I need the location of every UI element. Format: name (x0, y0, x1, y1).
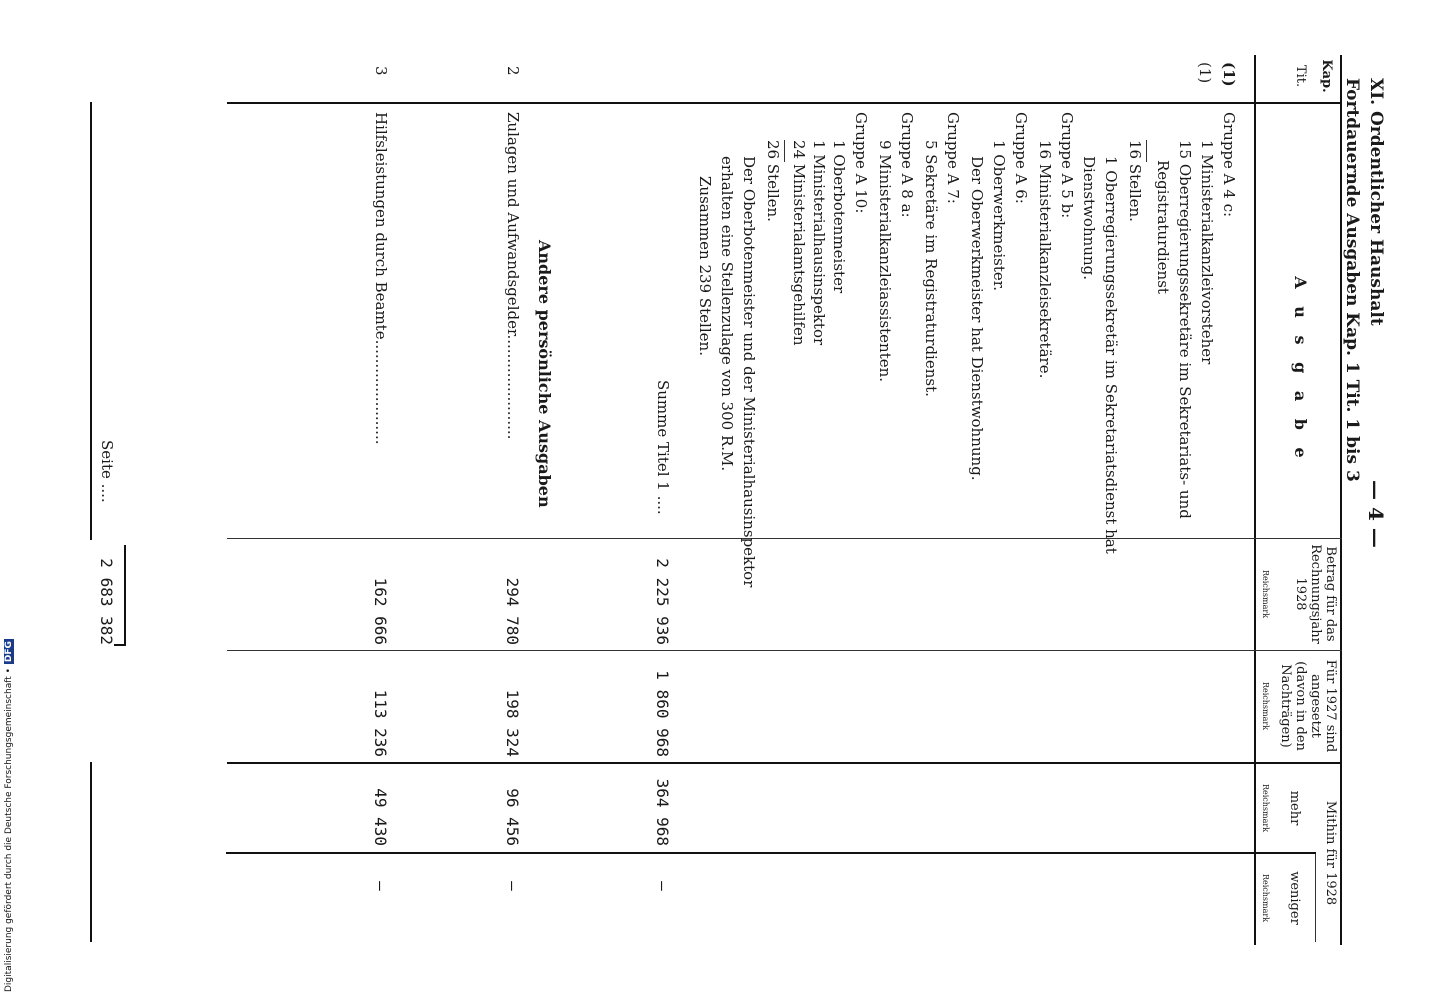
title1-line-9: Gruppe A 6: (1012, 112, 1030, 204)
title1-line-15: 9 Ministerialkanzleiassistenten. (876, 140, 894, 383)
col-angesetzt: Für 1927 sind angesetzt (davon in den Nachträgen) (1278, 659, 1338, 753)
col-tit: Tit. (1293, 64, 1308, 88)
row-1-text: Zulagen und Aufwandsgelder...................... (504, 112, 522, 440)
row-0-weniger: — (653, 881, 672, 891)
title1-line-5: 1 Oberregierungssekretär im Sekretariatsdienst hat (1102, 156, 1120, 554)
betrag-column-divider (227, 538, 1342, 539)
row-2-betrag: 162 666 (371, 577, 390, 645)
row-2-weniger: — (371, 881, 390, 891)
row-0-angesetzt: 1 860 968 (653, 670, 672, 757)
seite-total-rule (124, 545, 126, 645)
mithin-sub-rule (1315, 852, 1316, 942)
col-kap: Kap. (1319, 59, 1334, 93)
title1-line-12: Gruppe A 7: (944, 112, 962, 204)
weniger-column-divider (226, 852, 1316, 854)
dfg-logo: DFG (4, 641, 14, 663)
title1-line-19: 24 Ministerialamtsgehilfen (790, 140, 808, 346)
subtotal-rule-2 (784, 140, 785, 162)
kap-column-divider (227, 102, 1342, 104)
col-betrag: Betrag für das Rechnungsjahr 1928 (1293, 544, 1338, 644)
title1-line-20: 26 Stellen. (764, 140, 782, 222)
title1-line-17: 1 Oberbotenmeister (830, 140, 848, 294)
row-2-mehr: 49 430 (371, 788, 390, 846)
seite-label: Seite .... (98, 440, 116, 503)
document-title: XI. Ordentlicher Haushalt (1366, 78, 1386, 326)
col-weniger: weniger (1287, 871, 1302, 925)
title1-line-13: 5 Sekretäre im Registraturdienst. (922, 140, 940, 397)
row-2-tit: 3 (372, 66, 390, 76)
title1-line-10: 1 Oberwerkmeister. (990, 140, 1008, 292)
title1-line-21: Der Oberbotenmeister und der Ministerialhausinspektor (740, 156, 758, 588)
header-top-rule (1340, 55, 1342, 945)
title1-line-16: Gruppe A 10: (852, 112, 870, 214)
col-mithin: Mithin für 1928 (1323, 800, 1338, 906)
document-subtitle: Fortdauernde Ausgaben Kap. 1 Tit. 1 bis 3 (1342, 78, 1362, 482)
row-1-mehr: 96 456 (503, 788, 522, 846)
section-heading: Andere persönliche Ausgaben (535, 240, 554, 508)
title1-line-6: Dienstwohnung. (1080, 156, 1098, 280)
col-mehr-unit: Reichsmark (1261, 783, 1270, 833)
subtotal-rule-1 (1146, 140, 1147, 162)
title1-line-1: 1 Ministerialkanzleivorsteher (1198, 140, 1216, 365)
title1-line-18: 1 Ministerialhausinspektor (810, 140, 828, 346)
title1-line-2: 15 Oberregierungssekretäre im Sekretariats- und (1176, 140, 1194, 519)
col-mehr: mehr (1287, 790, 1302, 826)
title1-line-3: Registraturdienst (1154, 160, 1172, 294)
row-0-betrag: 2 225 936 (653, 558, 672, 645)
title1-line-4: 16 Stellen. (1126, 140, 1144, 222)
col-angesetzt-unit: Reichsmark (1261, 681, 1270, 731)
seite-total: 2 683 382 (97, 558, 116, 645)
title1-line-11: Der Oberwerkmeister hat Dienstwohnung. (968, 156, 986, 481)
page-number: — 4 — (1364, 480, 1388, 548)
row-1-angesetzt: 198 324 (503, 689, 522, 757)
row-1-weniger: — (503, 881, 522, 891)
title1-line-14: Gruppe A 8 a: (898, 112, 916, 218)
digitization-note-text: Digitalisierung gefördert durch die Deutsche Forschungsgemeinschaft • (4, 668, 14, 992)
col-ausgabe: A u s g a b e (1291, 276, 1310, 464)
col-betrag-unit: Reichsmark (1261, 569, 1270, 619)
row-1-tit: 2 (504, 66, 522, 76)
digitization-note (0, 0, 22, 1000)
mithin-column-divider (227, 762, 1342, 764)
row-0-mehr: 364 968 (653, 778, 672, 846)
title1-line-8: 16 Ministerialkanzleisekretäre. (1036, 140, 1054, 379)
page-bottom-rule (90, 102, 92, 540)
title1-line-7: Gruppe A 5 b: (1058, 112, 1076, 219)
row-1-betrag: 294 780 (503, 577, 522, 645)
kap-label: (1) (1220, 62, 1238, 87)
title1-line-22: erhalten eine Stellenzulage von 300 R.M. (718, 156, 736, 472)
col-weniger-unit: Reichsmark (1261, 873, 1270, 923)
page-bottom-rule-right (90, 762, 92, 942)
summe-titel-1-label: Summe Titel 1 .... (654, 380, 672, 515)
title1-line-0: Gruppe A 4 c: (1220, 112, 1238, 218)
angesetzt-column-divider (227, 650, 1342, 651)
header-bottom-rule (1254, 55, 1256, 945)
title1-line-23: Zusammen 239 Stellen. (696, 176, 714, 356)
row-2-text: Hilfsleistungen durch Beamte...................... (372, 112, 390, 445)
row-2-angesetzt: 113 236 (371, 689, 390, 757)
tit-label: (1) (1196, 62, 1214, 84)
